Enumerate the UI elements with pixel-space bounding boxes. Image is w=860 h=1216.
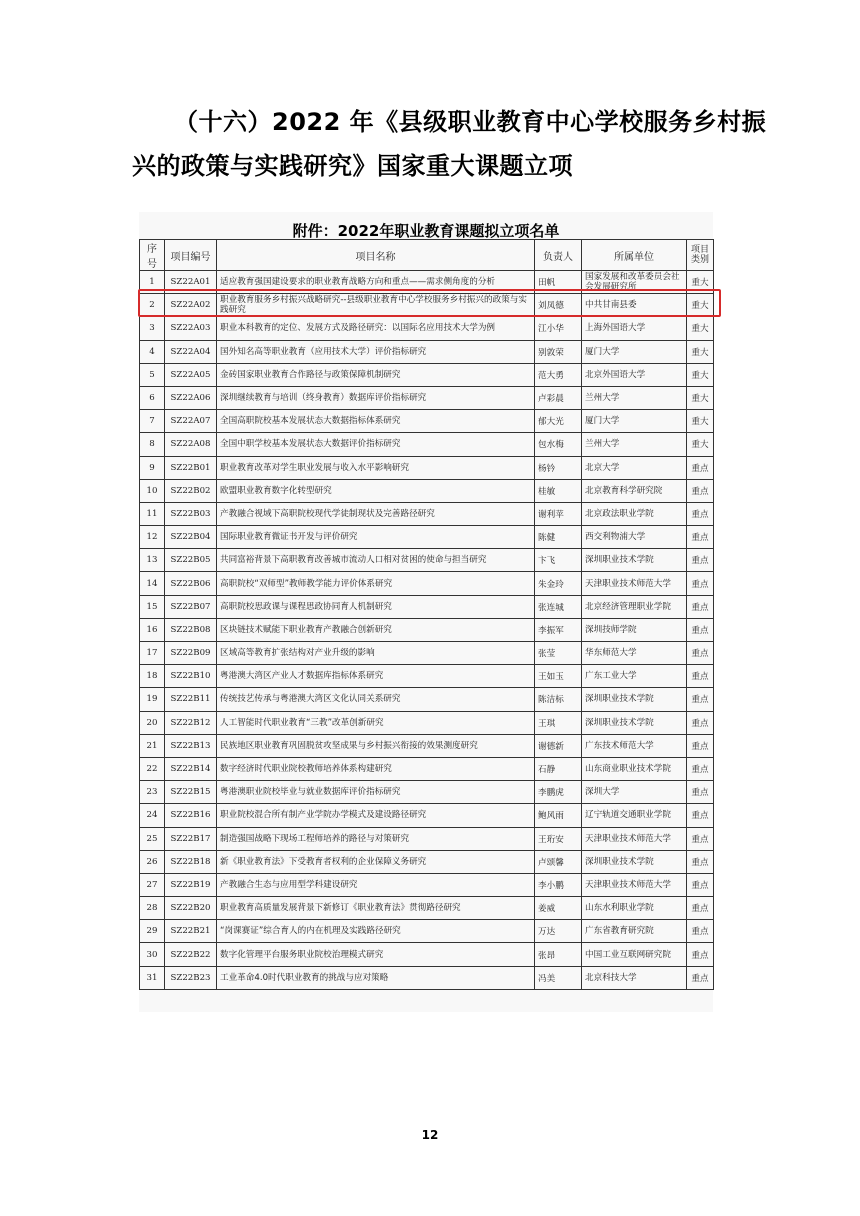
row-name: 工业革命4.0时代职业教育的挑战与应对策略: [217, 966, 535, 989]
row-name: 新《职业教育法》下受教育者权利的企业保障义务研究: [217, 850, 535, 873]
table-row: [140, 665, 714, 688]
table-row: [140, 433, 714, 456]
row-unit: 山东水利职业学院: [582, 897, 687, 920]
table-row: [140, 757, 714, 780]
row-unit: 天津职业技术师范大学: [582, 873, 687, 896]
row-type: 重点: [687, 966, 714, 989]
row-person: 别敦荣: [535, 340, 582, 363]
row-no: 23: [140, 781, 165, 804]
row-name: 职业本科教育的定位、发展方式及路径研究：以国际名应用技术大学为例: [217, 317, 535, 340]
row-name: 传统技艺传承与粤港澳大湾区文化认同关系研究: [217, 688, 535, 711]
row-unit: 西交利物浦大学: [582, 526, 687, 549]
row-type: 重大: [687, 363, 714, 386]
row-name: 人工智能时代职业教育“三教”改革创新研究: [217, 711, 535, 734]
table-row: [140, 897, 714, 920]
table-row: [140, 850, 714, 873]
row-no: 3: [140, 317, 165, 340]
row-unit: 华东师范大学: [582, 642, 687, 665]
row-person: 桂敏: [535, 479, 582, 502]
table-row: [140, 294, 714, 317]
row-name: 产教融合生态与应用型学科建设研究: [217, 873, 535, 896]
row-type: 重点: [687, 804, 714, 827]
table-row: [140, 410, 714, 433]
row-no: 17: [140, 642, 165, 665]
row-no: 13: [140, 549, 165, 572]
row-code: SZ22A04: [165, 340, 217, 363]
row-no: 9: [140, 456, 165, 479]
row-name: 民族地区职业教育巩固脱贫攻坚成果与乡村振兴衔接的效果测度研究: [217, 734, 535, 757]
row-code: SZ22B06: [165, 572, 217, 595]
row-type: 重点: [687, 920, 714, 943]
row-no: 25: [140, 827, 165, 850]
row-code: SZ22B23: [165, 966, 217, 989]
header-person: 负责人: [535, 240, 582, 271]
row-code: SZ22A06: [165, 386, 217, 409]
row-no: 29: [140, 920, 165, 943]
row-code: SZ22B15: [165, 781, 217, 804]
row-type: 重点: [687, 734, 714, 757]
header-no: 序号: [140, 240, 165, 271]
table-row: [140, 479, 714, 502]
row-unit: 深圳职业技术学院: [582, 711, 687, 734]
table-row: [140, 502, 714, 525]
row-type: 重大: [687, 410, 714, 433]
header-code: 项目编号: [165, 240, 217, 271]
row-no: 4: [140, 340, 165, 363]
row-unit: 兰州大学: [582, 386, 687, 409]
row-no: 5: [140, 363, 165, 386]
row-unit: 天津职业技术师范大学: [582, 827, 687, 850]
row-name: 产教融合视域下高职院校现代学徒制现状及完善路径研究: [217, 502, 535, 525]
row-unit: 山东商业职业技术学院: [582, 757, 687, 780]
row-unit: 厦门大学: [582, 340, 687, 363]
row-unit: 深圳大学: [582, 781, 687, 804]
row-person: 鲍风雨: [535, 804, 582, 827]
row-unit: 辽宁轨道交通职业学院: [582, 804, 687, 827]
row-no: 14: [140, 572, 165, 595]
row-person: 王如玉: [535, 665, 582, 688]
row-person: 朱金玲: [535, 572, 582, 595]
row-type: 重点: [687, 873, 714, 896]
row-code: SZ22B11: [165, 688, 217, 711]
row-code: SZ22B10: [165, 665, 217, 688]
row-person: 卢颂馨: [535, 850, 582, 873]
row-no: 18: [140, 665, 165, 688]
row-code: SZ22B01: [165, 456, 217, 479]
table-row: [140, 711, 714, 734]
row-type: 重大: [687, 271, 714, 294]
table-row: [140, 827, 714, 850]
row-unit: 上海外国语大学: [582, 317, 687, 340]
row-unit: 广东省教育研究院: [582, 920, 687, 943]
table-row: [140, 386, 714, 409]
row-unit: 深圳职业技术学院: [582, 850, 687, 873]
table-row: [140, 873, 714, 896]
row-unit: 北京教育科学研究院: [582, 479, 687, 502]
row-type: 重点: [687, 572, 714, 595]
row-type: 重点: [687, 688, 714, 711]
row-name: “岗课赛证”综合育人的内在机理及实践路径研究: [217, 920, 535, 943]
section-heading: （十六）2022 年《县级职业教育中心学校服务乡村振兴的政策与实践研究》国家重大课题立项: [132, 108, 767, 180]
row-person: 杨钤: [535, 456, 582, 479]
row-code: SZ22B05: [165, 549, 217, 572]
row-name: 区域高等教育扩张结构对产业升级的影响: [217, 642, 535, 665]
row-unit: 深圳职业技术学院: [582, 688, 687, 711]
row-name: 职业教育改革对学生职业发展与收入水平影响研究: [217, 456, 535, 479]
row-no: 28: [140, 897, 165, 920]
row-name: 高职院校思政课与课程思政协同育人机制研究: [217, 595, 535, 618]
row-unit: 北京外国语大学: [582, 363, 687, 386]
row-person: 李鹏虎: [535, 781, 582, 804]
row-unit: 厦门大学: [582, 410, 687, 433]
row-code: SZ22B18: [165, 850, 217, 873]
header-name: 项目名称: [217, 240, 535, 271]
row-name: 共同富裕背景下高职教育改善城市流动人口相对贫困的使命与担当研究: [217, 549, 535, 572]
row-person: 李振军: [535, 618, 582, 641]
row-unit: 中共甘南县委: [582, 294, 687, 317]
row-code: SZ22B08: [165, 618, 217, 641]
row-code: SZ22A08: [165, 433, 217, 456]
row-type: 重点: [687, 502, 714, 525]
row-code: SZ22A03: [165, 317, 217, 340]
table-row: [140, 688, 714, 711]
row-type: 重点: [687, 711, 714, 734]
row-unit: 国家发展和改革委员会社会发展研究所: [582, 271, 687, 294]
table-row: [140, 595, 714, 618]
row-code: SZ22B03: [165, 502, 217, 525]
row-person: 郁大光: [535, 410, 582, 433]
row-type: 重点: [687, 850, 714, 873]
table-row: [140, 734, 714, 757]
table-row: [140, 618, 714, 641]
document-scan: [139, 212, 713, 1012]
table-row: [140, 271, 714, 294]
table-row: [140, 526, 714, 549]
row-person: 范大勇: [535, 363, 582, 386]
row-name: 数字经济时代职业院校教师培养体系构建研究: [217, 757, 535, 780]
row-no: 16: [140, 618, 165, 641]
row-name: 职业教育高质量发展背景下新修订《职业教育法》贯彻路径研究: [217, 897, 535, 920]
row-name: 金砖国家职业教育合作路径与政策保障机制研究: [217, 363, 535, 386]
row-code: SZ22B07: [165, 595, 217, 618]
row-type: 重点: [687, 781, 714, 804]
row-no: 7: [140, 410, 165, 433]
row-type: 重点: [687, 618, 714, 641]
row-type: 重点: [687, 642, 714, 665]
row-type: 重大: [687, 433, 714, 456]
table-row: [140, 317, 714, 340]
row-person: 李小鹏: [535, 873, 582, 896]
row-code: SZ22B21: [165, 920, 217, 943]
row-no: 15: [140, 595, 165, 618]
row-no: 21: [140, 734, 165, 757]
row-code: SZ22B13: [165, 734, 217, 757]
row-no: 30: [140, 943, 165, 966]
row-no: 19: [140, 688, 165, 711]
row-person: 陈洁标: [535, 688, 582, 711]
row-code: SZ22A01: [165, 271, 217, 294]
header-unit: 所属单位: [582, 240, 687, 271]
project-list-table: [139, 239, 714, 990]
row-no: 24: [140, 804, 165, 827]
row-no: 11: [140, 502, 165, 525]
row-no: 1: [140, 271, 165, 294]
row-code: SZ22B22: [165, 943, 217, 966]
row-person: 姜威: [535, 897, 582, 920]
row-no: 6: [140, 386, 165, 409]
row-name: 国际职业教育微证书开发与评价研究: [217, 526, 535, 549]
row-type: 重点: [687, 897, 714, 920]
row-no: 22: [140, 757, 165, 780]
row-name: 制造强国战略下现场工程师培养的路径与对策研究: [217, 827, 535, 850]
row-person: 江小华: [535, 317, 582, 340]
row-person: 包水梅: [535, 433, 582, 456]
row-name: 数字化管理平台服务职业院校治理模式研究: [217, 943, 535, 966]
row-person: 王珩安: [535, 827, 582, 850]
row-name: 欧盟职业教育数字化转型研究: [217, 479, 535, 502]
row-name: 高职院校“双师型”教师教学能力评价体系研究: [217, 572, 535, 595]
row-unit: 北京政法职业学院: [582, 502, 687, 525]
row-name: 职业院校混合所有制产业学院办学模式及建设路径研究: [217, 804, 535, 827]
row-person: 陈健: [535, 526, 582, 549]
row-type: 重大: [687, 317, 714, 340]
table-row: [140, 943, 714, 966]
row-code: SZ22B14: [165, 757, 217, 780]
table-row: [140, 920, 714, 943]
row-unit: 深圳技师学院: [582, 618, 687, 641]
row-type: 重点: [687, 943, 714, 966]
row-type: 重点: [687, 456, 714, 479]
row-type: 重点: [687, 827, 714, 850]
row-type: 重大: [687, 340, 714, 363]
row-type: 重大: [687, 294, 714, 317]
row-code: SZ22A05: [165, 363, 217, 386]
row-unit: 广东工业大学: [582, 665, 687, 688]
table-title: 附件：2022年职业教育课题拟立项名单: [292, 222, 560, 240]
row-unit: 北京经济管理职业学院: [582, 595, 687, 618]
row-person: 张莹: [535, 642, 582, 665]
row-code: SZ22B19: [165, 873, 217, 896]
table-header-row: [140, 240, 714, 271]
table-row: [140, 781, 714, 804]
row-name: 深圳继续教育与培训（终身教育）数据库评价指标研究: [217, 386, 535, 409]
row-name: 国外知名高等职业教育（应用技术大学）评价指标研究: [217, 340, 535, 363]
row-no: 31: [140, 966, 165, 989]
row-person: 谢德新: [535, 734, 582, 757]
row-no: 20: [140, 711, 165, 734]
row-unit: 深圳职业技术学院: [582, 549, 687, 572]
row-code: SZ22B20: [165, 897, 217, 920]
row-code: SZ22B16: [165, 804, 217, 827]
row-person: 王琪: [535, 711, 582, 734]
row-no: 2: [140, 294, 165, 317]
row-type: 重点: [687, 665, 714, 688]
header-type: 项目类别: [687, 240, 714, 271]
table-row: [140, 363, 714, 386]
row-unit: 中国工业互联网研究院: [582, 943, 687, 966]
row-no: 10: [140, 479, 165, 502]
row-code: SZ22A07: [165, 410, 217, 433]
row-no: 26: [140, 850, 165, 873]
table-row: [140, 642, 714, 665]
row-type: 重点: [687, 526, 714, 549]
row-person: 刘凤德: [535, 294, 582, 317]
row-code: SZ22B12: [165, 711, 217, 734]
row-person: 田帆: [535, 271, 582, 294]
row-no: 27: [140, 873, 165, 896]
row-type: 重点: [687, 595, 714, 618]
row-no: 8: [140, 433, 165, 456]
row-person: 谢利苹: [535, 502, 582, 525]
row-person: 卢彩晨: [535, 386, 582, 409]
row-unit: 广东技术师范大学: [582, 734, 687, 757]
row-person: 卞飞: [535, 549, 582, 572]
row-unit: 天津职业技术师范大学: [582, 572, 687, 595]
row-person: 张连城: [535, 595, 582, 618]
table-row: [140, 456, 714, 479]
table-row: [140, 340, 714, 363]
page-number: 12: [421, 1128, 439, 1142]
row-name: 全国高职院校基本发展状态大数据指标体系研究: [217, 410, 535, 433]
table-row: [140, 804, 714, 827]
row-person: 张昂: [535, 943, 582, 966]
row-code: SZ22B02: [165, 479, 217, 502]
row-type: 重点: [687, 479, 714, 502]
row-unit: 北京科技大学: [582, 966, 687, 989]
row-person: 石静: [535, 757, 582, 780]
row-code: SZ22B04: [165, 526, 217, 549]
row-type: 重点: [687, 757, 714, 780]
row-code: SZ22B17: [165, 827, 217, 850]
table-row: [140, 549, 714, 572]
row-name: 适应教育强国建设要求的职业教育战略方向和重点——需求侧角度的分析: [217, 271, 535, 294]
row-type: 重大: [687, 386, 714, 409]
row-person: 冯美: [535, 966, 582, 989]
row-code: SZ22B09: [165, 642, 217, 665]
row-unit: 兰州大学: [582, 433, 687, 456]
row-name: 全国中职学校基本发展状态大数据评价指标研究: [217, 433, 535, 456]
row-type: 重点: [687, 549, 714, 572]
row-name: 职业教育服务乡村振兴战略研究--县级职业教育中心学校服务乡村振兴的政策与实践研究: [217, 294, 535, 317]
row-name: 区块链技术赋能下职业教育产教融合创新研究: [217, 618, 535, 641]
row-code: SZ22A02: [165, 294, 217, 317]
row-name: 粤港澳职业院校毕业与就业数据库评价指标研究: [217, 781, 535, 804]
table-row: [140, 966, 714, 989]
row-no: 12: [140, 526, 165, 549]
row-unit: 北京大学: [582, 456, 687, 479]
row-name: 粤港澳大湾区产业人才数据库指标体系研究: [217, 665, 535, 688]
table-row: [140, 572, 714, 595]
row-person: 万达: [535, 920, 582, 943]
